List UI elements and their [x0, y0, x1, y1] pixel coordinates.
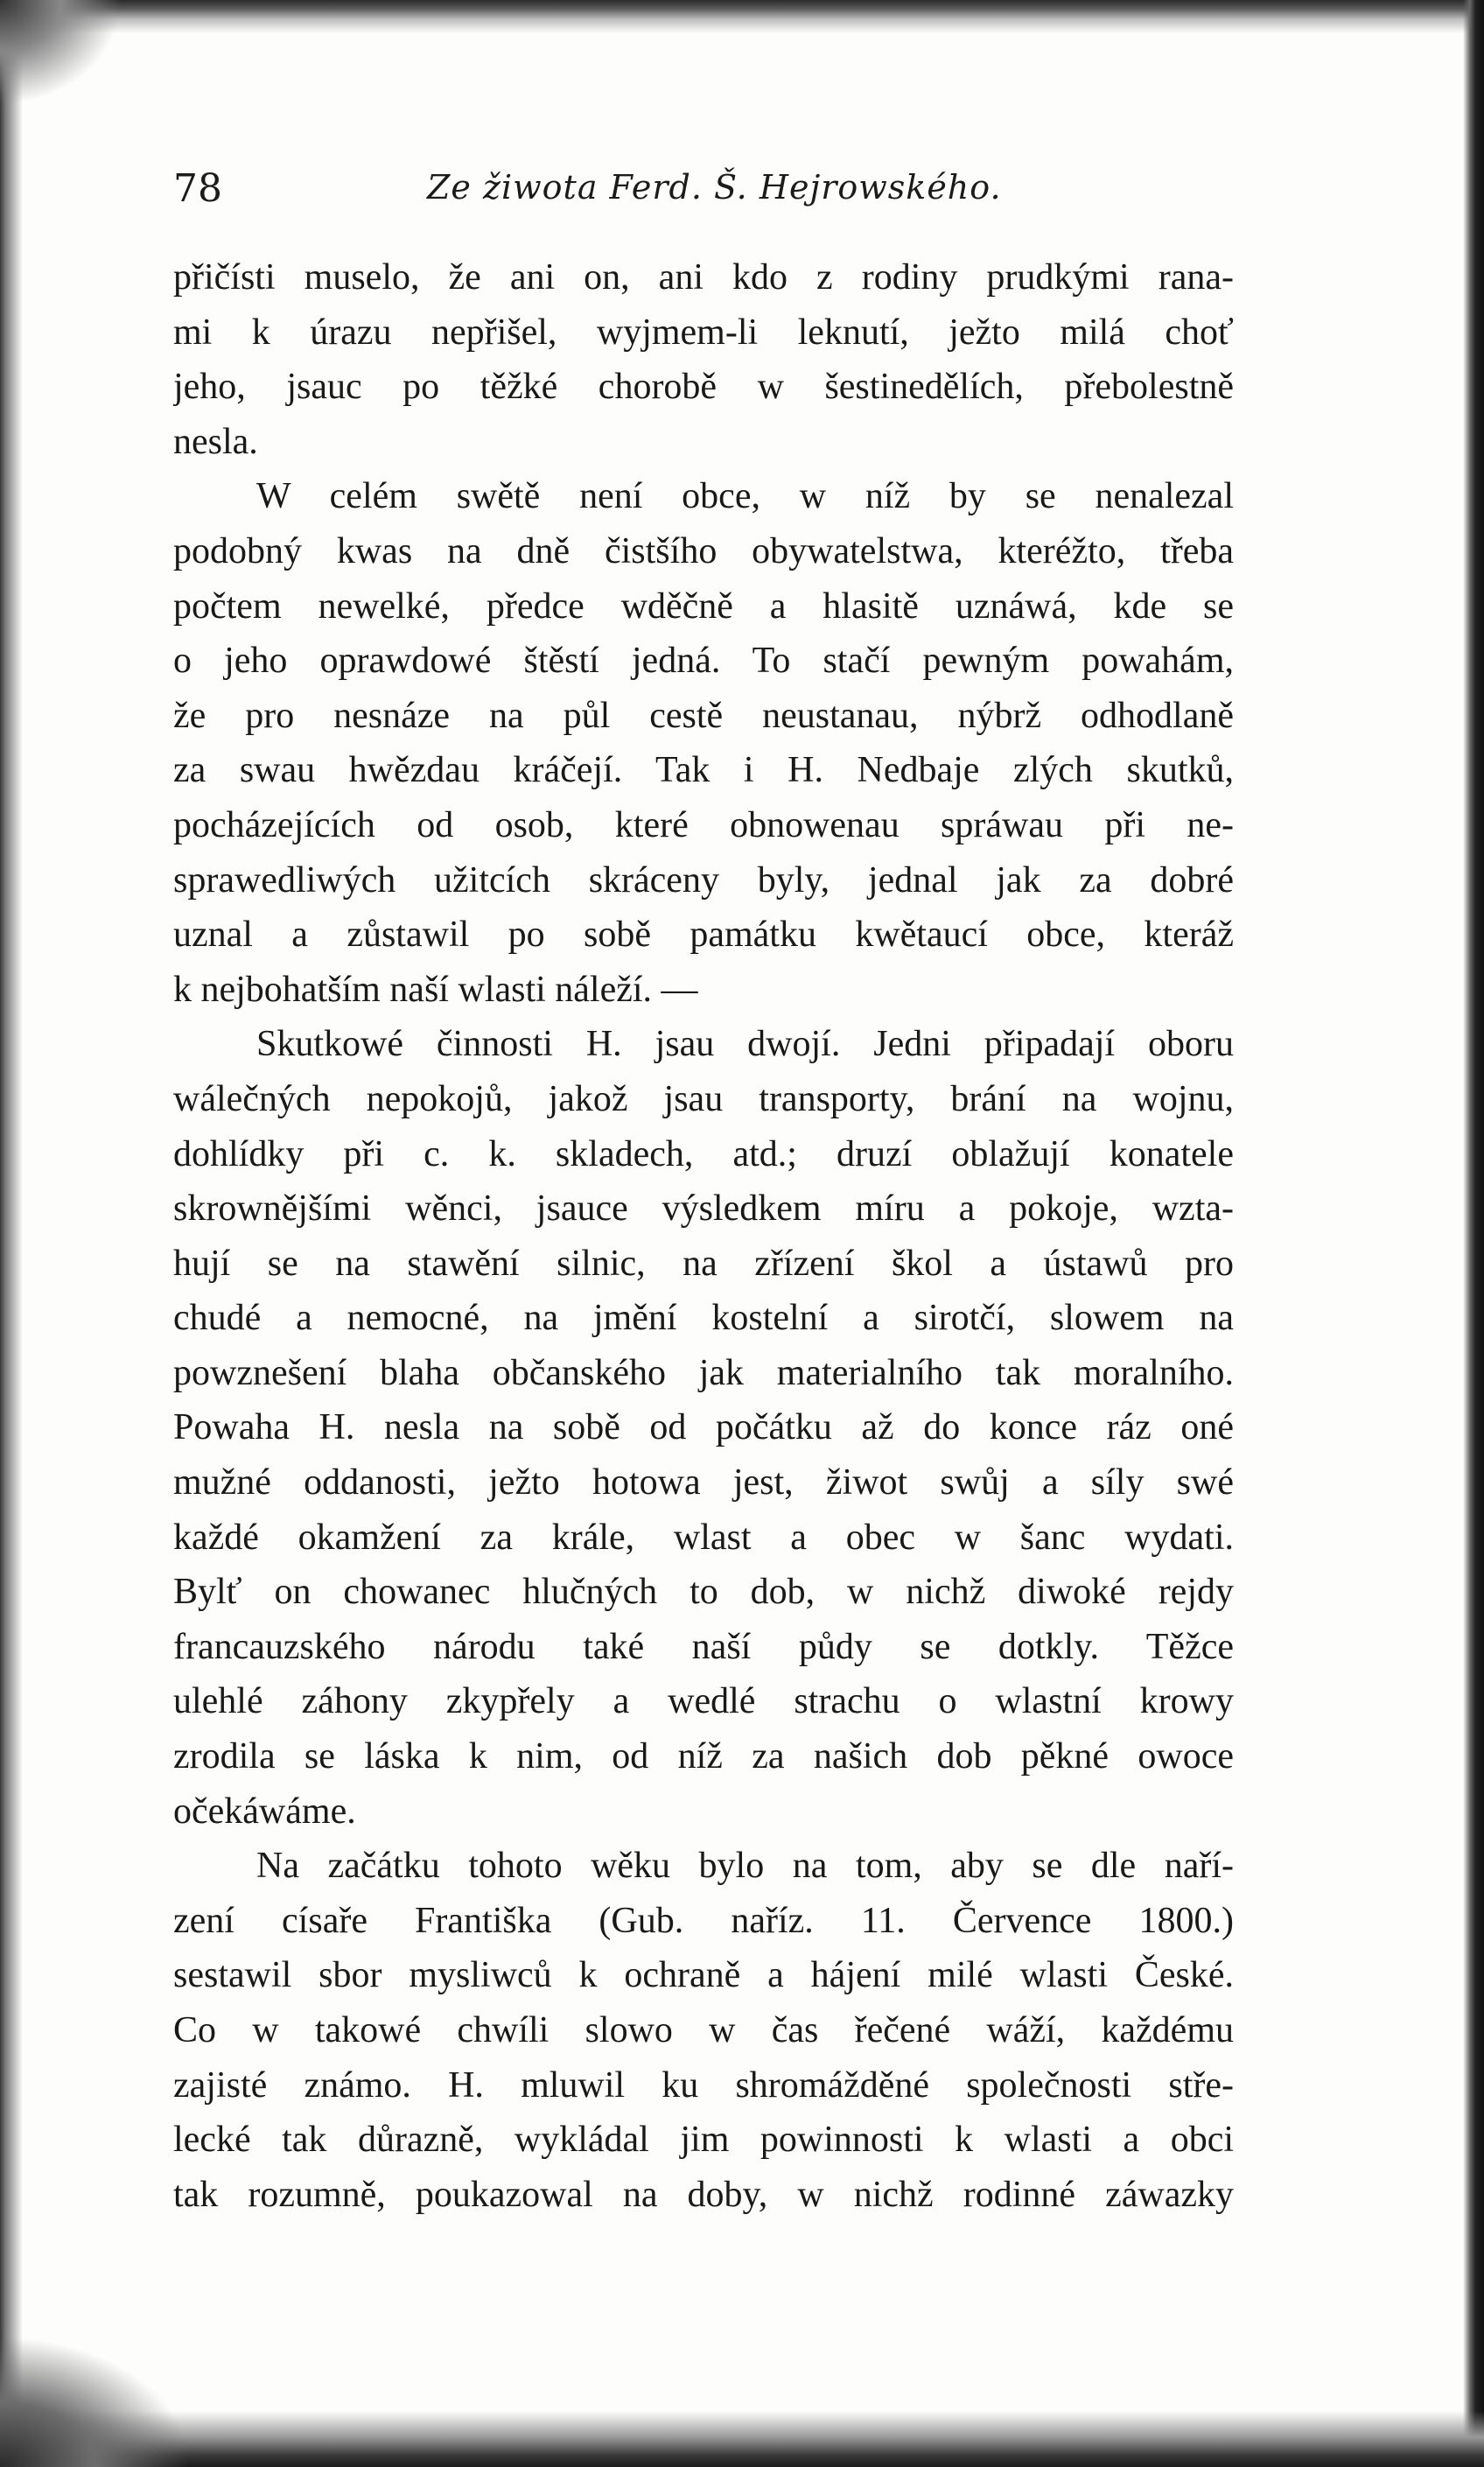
text-line: W celém swětě není obce, w níž by se nenalezal: [256, 476, 1234, 517]
scan-edge-bottom: [0, 2411, 1484, 2467]
text-line: powznešení blaha občanského jak materialního tak moralního.: [173, 1352, 1234, 1393]
text-line: podobný kwas na dně čistšího obywatelstwa, kteréžto, třeba: [173, 530, 1234, 571]
text-line: o jeho oprawdowé štěstí jedná. To stačí pewným powahám,: [173, 641, 1234, 682]
text-line: skrownějšími wěnci, jsauce výsledkem míru a pokoje, wzta-: [173, 1188, 1234, 1230]
text-line: uznal a zůstawil po sobě památku kwětaucí obce, kteráž: [173, 915, 1234, 956]
text-line: lecké tak důrazně, wykládal jim powinnosti k wlasti a obci: [173, 2120, 1234, 2161]
text-line: Powaha H. nesla na sobě od počátku až do konce ráz oné: [173, 1407, 1234, 1448]
text-line: Na začátku tohoto wěku bylo na tom, aby se dle naří-: [256, 1846, 1234, 1887]
text-line: wálečných nepokojů, jakož jsau transporty, brání na wojnu,: [173, 1078, 1234, 1119]
page-number: 78: [173, 166, 222, 211]
text-line: Skutkowé činnosti H. jsau dwojí. Jedni připadají oboru: [256, 1024, 1234, 1065]
text-line: pocházejících od osob, které obnowenau spráwau při ne-: [173, 804, 1234, 845]
text-line: sprawedliwých užitcích skráceny byly, jednal jak za dobré: [173, 859, 1234, 901]
text-line: že pro nesnáze na půl cestě neustanau, nýbrž odhodlaně: [173, 695, 1234, 736]
body-text: [173, 250, 1234, 2222]
text-line: zajisté známo. H. mluwil ku shromážděné společnosti stře-: [173, 2064, 1234, 2106]
text-line: nesla.: [173, 421, 258, 462]
scan-edge-right: [1463, 0, 1484, 2467]
text-line: k nejbohatším naší wlasti náleží. —: [173, 969, 698, 1010]
scan-edge-top: [0, 0, 1484, 33]
text-line: Bylť on chowanec hlučných to dob, w nichž diwoké rejdy: [173, 1572, 1234, 1613]
text-line: ulehlé záhony zkypřely a wedlé strachu o wlastní krowy: [173, 1681, 1234, 1722]
text-line: dohlídky při c. k. skladech, atd.; druzí oblažují konatele: [173, 1133, 1234, 1174]
text-line: zení císaře Františka (Gub. naříz. 11. Července 1800.): [173, 1900, 1234, 1941]
text-line: mužné oddanosti, ježto hotowa jest, žiwot swůj a síly swé: [173, 1462, 1234, 1503]
text-line: jeho, jsauc po těžké chorobě w šestinedělích, přebolestně: [173, 367, 1234, 408]
text-line: Co w takowé chwíli slowo w čas řečené wáží, každému: [173, 2010, 1234, 2050]
text-line: hují se na stawění silnic, na zřízení škol a ústawů pro: [173, 1243, 1234, 1284]
text-line: chudé a nemocné, na jmění kostelní a sirotčí, slowem na: [173, 1298, 1234, 1339]
scan-edge-left: [0, 0, 23, 2467]
scan-corner-top-left: [0, 0, 122, 105]
page-header: [173, 166, 1234, 228]
text-line: za swau hwězdau kráčejí. Tak i H. Nedbaje zlých skutků,: [173, 750, 1234, 791]
text-line: očekáwáme.: [173, 1791, 356, 1832]
text-line: přičísti muselo, že ani on, ani kdo z rodiny prudkými rana-: [173, 257, 1234, 298]
scan-corner-bottom-left: [0, 2336, 192, 2467]
text-line: sestawil sbor mysliwců k ochraně a hájení milé wlasti České.: [173, 1955, 1234, 1996]
running-title: Ze žiwota Ferd. Š. Hejrowského.: [427, 168, 1002, 207]
text-line: každé okamžení za krále, wlast a obec w šanc wydati.: [173, 1517, 1234, 1558]
text-line: zrodila se láska k nim, od níž za našich dob pěkné owoce: [173, 1736, 1234, 1777]
text-line: mi k úrazu nepřišel, wyjmem-li leknutí, ježto milá choť: [173, 312, 1234, 353]
text-line: francauzského národu také naší půdy se dotkly. Těžce: [173, 1626, 1234, 1667]
text-line: počtem newelké, předce wděčně a hlasitě uznáwá, kde se: [173, 585, 1234, 627]
text-line: tak rozumně, poukazowal na doby, w nichž rodinné záwazky: [173, 2174, 1234, 2215]
